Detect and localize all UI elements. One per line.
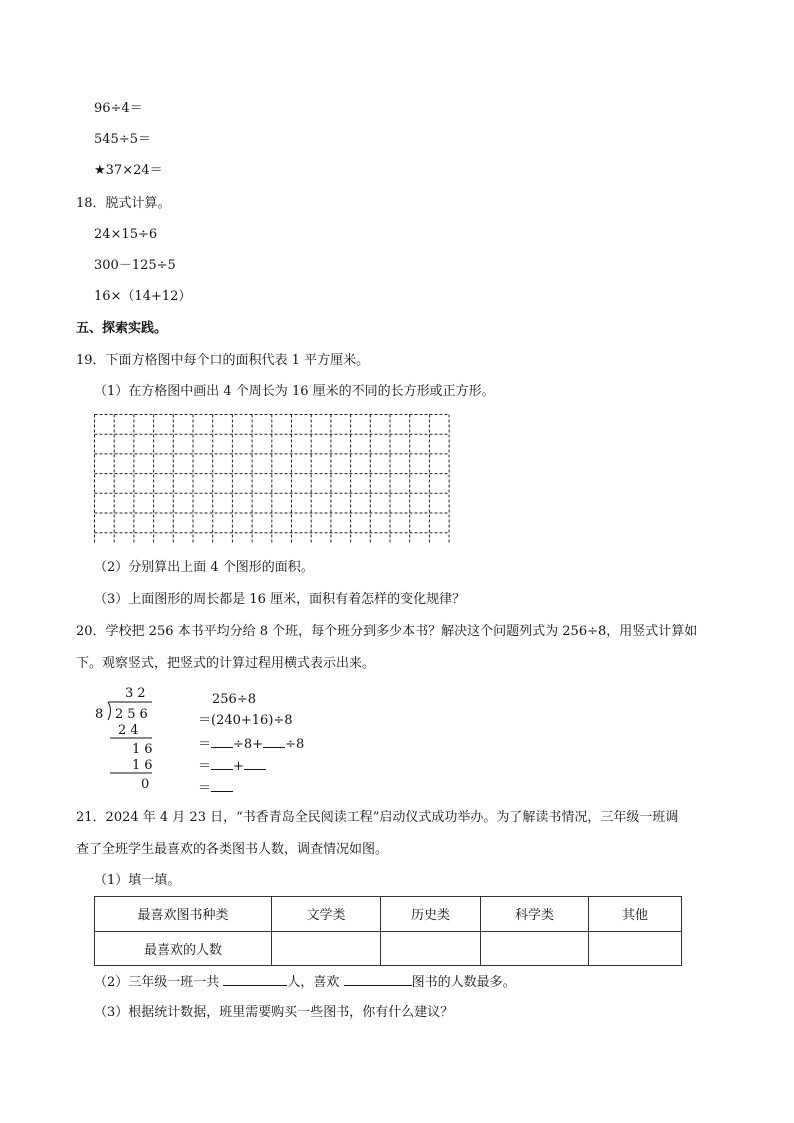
calc-line-2: 545÷5＝ (94, 132, 151, 147)
q19-part-2: （2）分别算出上面 4 个图形的面积。 (94, 560, 314, 575)
horiz-line-4 (198, 757, 266, 775)
q21-line-2: 查了全班学生最喜欢的各类图书人数，调查情况如图。 (76, 842, 389, 857)
table-header-cell: 科学类 (481, 897, 589, 932)
calc-line-1: 96÷4＝ (94, 101, 143, 116)
table-header-cell: 其他 (589, 897, 682, 932)
step-2: 16 (132, 742, 157, 757)
section-5-title: 五、探索实践。 (76, 321, 168, 336)
calc-line-3: ★37×24＝ (94, 163, 163, 178)
answer-blank[interactable] (344, 973, 412, 986)
equals-sign: ＝ (198, 737, 212, 752)
q18-title: 18．脱式计算。 (76, 196, 171, 211)
q18-line-1: 24×15÷6 (94, 227, 158, 242)
long-division (94, 686, 194, 796)
answer-blank[interactable] (244, 757, 266, 770)
step-1: 24 (118, 723, 143, 738)
answer-blank[interactable] (223, 973, 287, 986)
q21-part-2-text: 图书的人数最多。 (411, 975, 516, 990)
q21-part-2-text: 人，喜欢 (287, 975, 340, 990)
step-3: 16 (132, 758, 157, 773)
q18-line-2: 300－125÷5 (94, 258, 176, 273)
q18-line-3: 16×（14+12） (94, 289, 192, 304)
q21-line-1: 21．2024 年 4 月 23 日，“书香青岛全民阅读工程”启动仪式成功举办。为了解读书情况，三年级一班调 (76, 810, 679, 825)
table-row-label: 最喜欢的人数 (95, 931, 272, 966)
operator-text: ÷8 (285, 737, 305, 752)
answer-cell[interactable] (381, 931, 481, 966)
answer-blank[interactable] (211, 779, 233, 792)
q20-line-2: 下。观察竖式，把竖式的计算过程用横式表示出来。 (76, 656, 376, 671)
q19-part-1: （1）在方格图中画出 4 个周长为 16 厘米的不同的长方形或正方形。 (94, 384, 495, 399)
remainder: 0 (141, 777, 154, 792)
equals-sign: ＝ (198, 781, 212, 796)
table-header-cell: 最喜欢图书种类 (95, 897, 272, 932)
table-row (95, 931, 682, 966)
answer-cell[interactable] (589, 931, 682, 966)
q21-part-2-text: （2）三年级一班一共 (94, 975, 220, 990)
answer-cell[interactable] (481, 931, 589, 966)
q20-line-1: 20．学校把 256 本书平均分给 8 个班，每个班分到多少本书？解决这个问题列式为 256÷8，用竖式计算如 (76, 624, 698, 639)
q19-part-3: （3）上面图形的周长都是 16 厘米，面积有着怎样的变化规律？ (94, 592, 466, 607)
answer-cell[interactable] (272, 931, 381, 966)
square-grid[interactable] (94, 414, 454, 544)
dividend: 256 (115, 707, 152, 722)
answer-blank[interactable] (211, 735, 233, 748)
operator-text: + (233, 759, 244, 774)
horiz-line-2: ＝(240+16)÷8 (198, 713, 293, 728)
divisor: 8 (95, 707, 108, 722)
table-header-row (95, 897, 682, 932)
table-header-cell: 文学类 (272, 897, 381, 932)
q21-part-3: （3）根据统计数据，班里需要购买一些图书，你有什么建议？ (94, 1005, 454, 1020)
horiz-line-3 (198, 735, 304, 753)
q21-part-2 (94, 973, 516, 991)
q19-title: 19．下面方格图中每个口的面积代表 1 平方厘米。 (76, 353, 370, 368)
table-header-cell: 历史类 (381, 897, 481, 932)
horiz-line-1: 256÷8 (212, 692, 256, 707)
horiz-line-5 (198, 779, 233, 797)
answer-blank[interactable] (211, 757, 233, 770)
quotient: 32 (125, 686, 150, 701)
answer-blank[interactable] (263, 735, 285, 748)
operator-text: ÷8+ (233, 737, 264, 752)
survey-table (94, 896, 682, 966)
q21-part-1: （1）填一填。 (94, 873, 181, 888)
equals-sign: ＝ (198, 759, 212, 774)
